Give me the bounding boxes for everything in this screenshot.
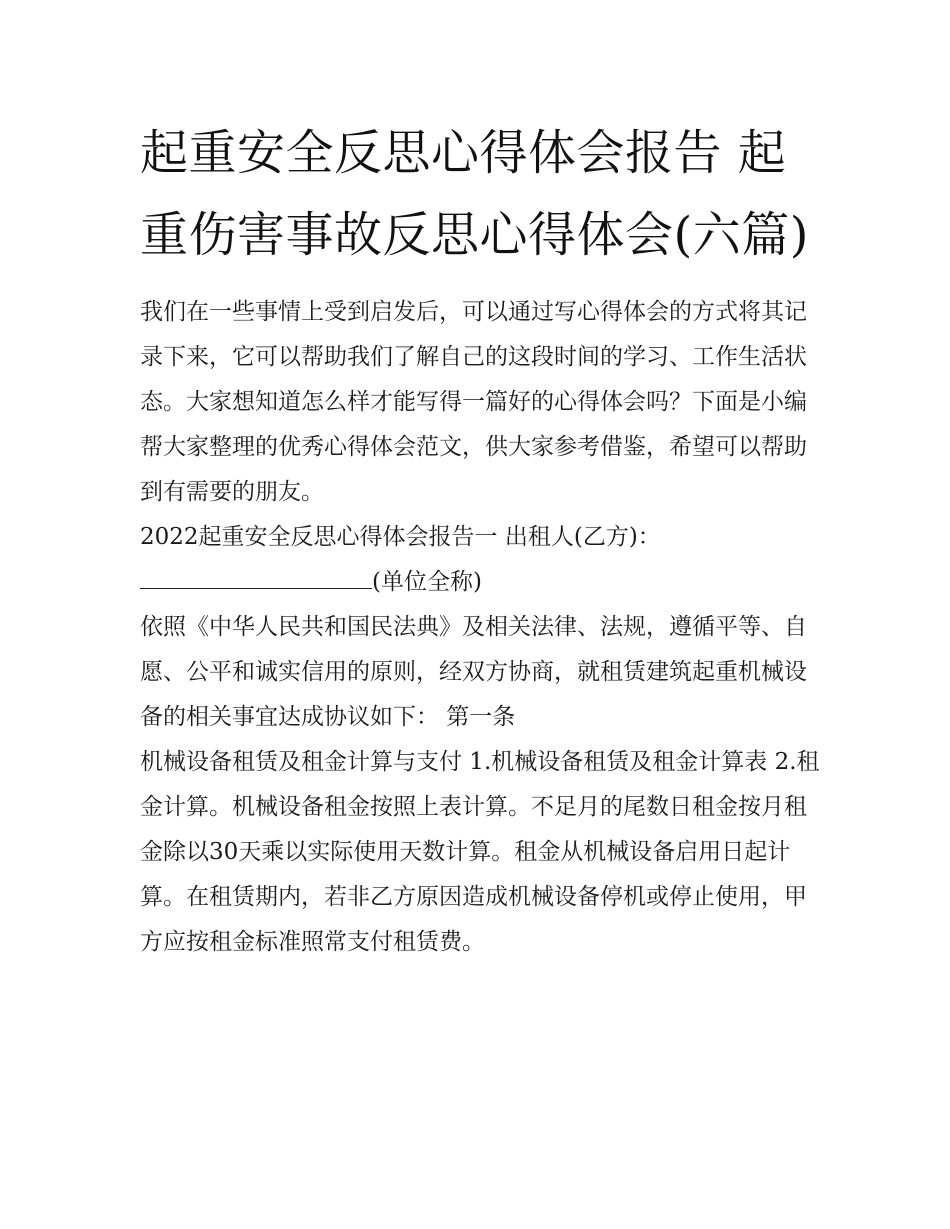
document-page	[140, 112, 820, 965]
basis-paragraph: 依照《中华人民共和国民法典》及相关法律、法规，遵循平等、自愿、公平和诚实信用的原则，经双方协商，就租赁建筑起重机械设备的相关事宜达成协议如下： 第一条	[140, 614, 807, 730]
document-title: 起重安全反思心得体会报告 起重伤害事故反思心得体会(六篇)	[140, 125, 809, 263]
heading-line: 2022起重安全反思心得体会报告一 出租人(乙方)：	[140, 524, 661, 550]
fill-in-blank	[140, 562, 372, 589]
rent-paragraph: 机械设备租赁及租金计算与支付 1.机械设备租赁及租金计算表 2.租金计算。机械设备租金按照上表计算。不足月的尾数日租金按月租金除以30天乘以实际使用天数计算。租金从机械设备启用日起计算。在租赁期内，若非乙方原因造成机械设备停机或停止使用，甲方应按租金标准照常支付租赁费。	[140, 749, 820, 955]
intro-paragraph: 我们在一些事情上受到启发后，可以通过写心得体会的方式将其记录下来，它可以帮助我们了解自己的这段时间的学习、工作生活状态。大家想知道怎么样才能写得一篇好的心得体会吗？下面是小编帮大家整理的优秀心得体会范文，供大家参考借鉴，希望可以帮助到有需要的朋友。	[140, 299, 807, 505]
unit-line	[140, 560, 820, 605]
unit-label: (单位全称)	[372, 569, 482, 595]
document-body	[140, 290, 820, 965]
